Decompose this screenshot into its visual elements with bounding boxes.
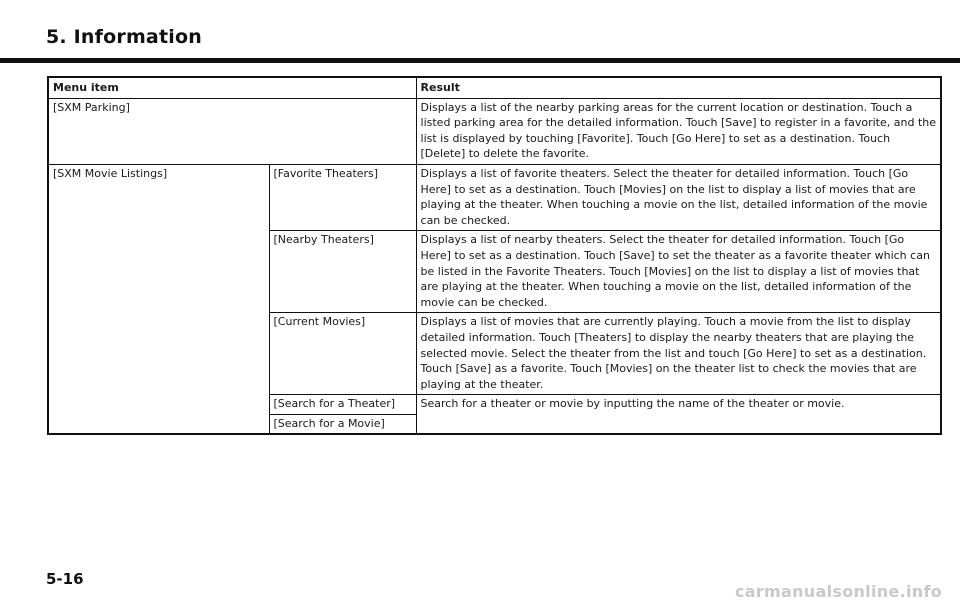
header-result: Result: [416, 77, 941, 98]
menu-cell-sxm-parking: [SXM Parking]: [48, 98, 416, 164]
table-header-row: [48, 77, 941, 98]
result-cell-search: Search for a theater or movie by inputting the name of the theater or movie.: [416, 395, 941, 435]
title-divider: [0, 58, 960, 63]
menu-cell-sxm-movie-listings: [SXM Movie Listings]: [48, 164, 269, 434]
submenu-cell-nearby-theaters: [Nearby Theaters]: [269, 231, 416, 313]
result-cell-favorite-theaters: Displays a list of favorite theaters. Select the theater for detailed information. Touch [Go Here] to set as a destination. Touch [Movies] on the list to display a list of movies that are playing at the theater. When touching a movie on the list, detailed information of the movie can be checked.: [416, 164, 941, 230]
page-number: 5-16: [46, 570, 84, 588]
table-row: [48, 98, 941, 164]
header-menu-item: Menu item: [48, 77, 416, 98]
result-cell-sxm-parking: Displays a list of the nearby parking areas for the current location or destination. Touch a listed parking area for the detailed information. Touch [Save] to register in a favorite, and the list is displayed by touching [Favorite]. Touch [Go Here] to set as a destination. Touch [Delete] to delete the favorite.: [416, 98, 941, 164]
menu-result-table: [47, 76, 942, 435]
submenu-cell-current-movies: [Current Movies]: [269, 313, 416, 395]
submenu-cell-search-theater: [Search for a Theater]: [269, 395, 416, 415]
result-cell-current-movies: Displays a list of movies that are currently playing. Touch a movie from the list to display detailed information. Touch [Theaters] to display the nearby theaters that are playing the selected movie. Select the theater from the list and touch [Go Here] to set as a destination. Touch [Save] as a favorite. Touch [Movies] on the theater list to check the movies that are playing at the theater.: [416, 313, 941, 395]
watermark-text: carmanualsonline.info: [734, 582, 942, 601]
submenu-cell-favorite-theaters: [Favorite Theaters]: [269, 164, 416, 230]
table-row: [48, 164, 941, 230]
result-cell-nearby-theaters: Displays a list of nearby theaters. Select the theater for detailed information. Touch [Go Here] to set as a destination. Touch [Save] to set the theater as a favorite theater which can be listed in the Favorite Theaters. Touch [Movies] on the list to display a list of movies that are playing at the theater. When touching a movie on the list, detailed information of the movie can be checked.: [416, 231, 941, 313]
submenu-cell-search-movie: [Search for a Movie]: [269, 414, 416, 434]
section-title: 5. Information: [46, 26, 202, 48]
